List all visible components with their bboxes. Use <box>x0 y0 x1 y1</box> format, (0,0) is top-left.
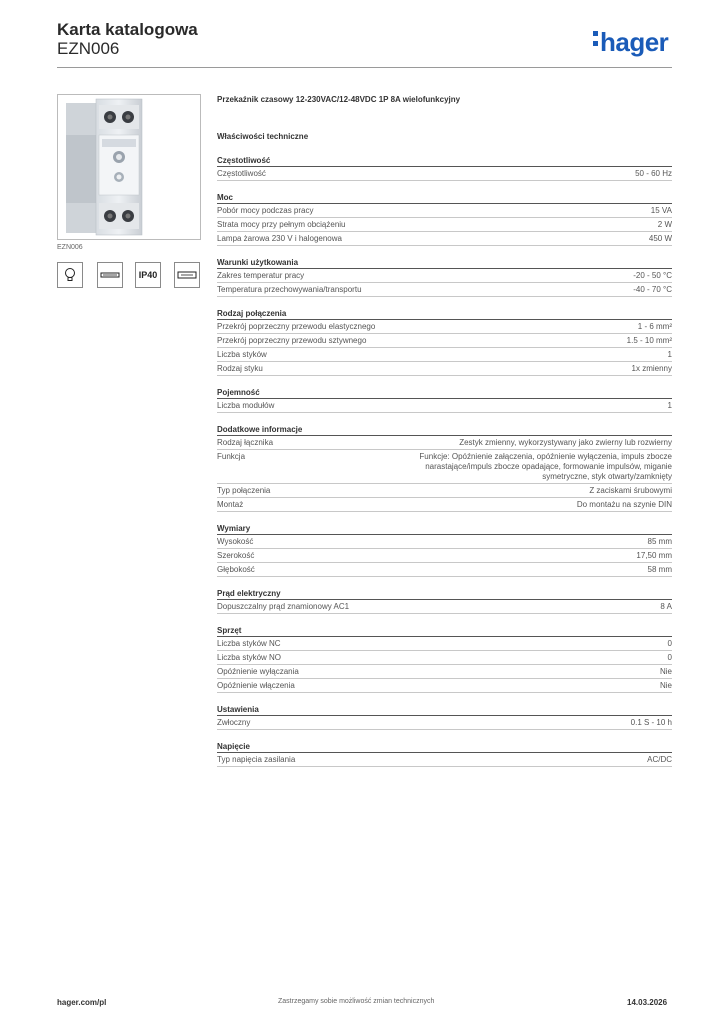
spec-value: 1 - 6 mm² <box>637 322 672 331</box>
spec-row <box>217 283 672 297</box>
spec-value: 450 W <box>648 234 672 243</box>
bulb-icon <box>57 262 83 288</box>
spec-row <box>217 167 672 181</box>
spec-label: Zwłoczny <box>217 718 251 727</box>
spec-section <box>217 624 672 693</box>
document-title: Karta katalogowa <box>57 20 198 39</box>
spec-label: Dopuszczalny prąd znamionowy AC1 <box>217 602 350 611</box>
footer-date: 14.03.2026 <box>627 998 668 1007</box>
ip-rating-badge <box>135 262 161 288</box>
spec-section <box>217 191 672 246</box>
section-title: Częstotliwość <box>217 154 672 167</box>
spec-label: Liczba styków NC <box>217 639 281 648</box>
section-title: Prąd elektryczny <box>217 587 672 600</box>
din-rail-icon <box>97 262 123 288</box>
spec-sections <box>217 154 672 767</box>
spec-row <box>217 348 672 362</box>
spec-row <box>217 651 672 665</box>
spec-row <box>217 269 672 283</box>
spec-value: 1 <box>667 401 672 410</box>
spec-row <box>217 334 672 348</box>
spec-label: Opóźnienie wyłączania <box>217 667 299 676</box>
spec-label: Montaż <box>217 500 244 509</box>
spec-section <box>217 386 672 413</box>
spec-label: Szerokość <box>217 551 255 560</box>
spec-label: Zakres temperatur pracy <box>217 271 305 280</box>
spec-section <box>217 740 672 767</box>
spec-value: 0 <box>667 639 672 648</box>
properties-heading: Właściwości techniczne <box>217 132 309 141</box>
spec-value: 85 mm <box>647 537 672 546</box>
spec-row <box>217 600 672 614</box>
spec-row <box>217 362 672 376</box>
section-title: Dodatkowe informacje <box>217 423 672 436</box>
product-code: EZN006 <box>57 39 120 58</box>
header-divider <box>57 67 672 68</box>
spec-label: Strata mocy przy pełnym obciążeniu <box>217 220 346 229</box>
spec-row <box>217 204 672 218</box>
spec-label: Liczba styków <box>217 350 267 359</box>
spec-value: 2 W <box>657 220 672 229</box>
product-image <box>57 94 201 240</box>
spec-label: Lampa żarowa 230 V i halogenowa <box>217 234 342 243</box>
spec-section <box>217 154 672 181</box>
spec-row <box>217 549 672 563</box>
section-title: Moc <box>217 191 672 204</box>
section-title: Warunki użytkowania <box>217 256 672 269</box>
spec-value: Nie <box>659 667 672 676</box>
spec-value: 1 <box>667 350 672 359</box>
spec-label: Przekrój poprzeczny przewodu elastycznego <box>217 322 376 331</box>
spec-label: Opóźnienie włączenia <box>217 681 295 690</box>
spec-value: 17,50 mm <box>636 551 672 560</box>
section-title: Sprzęt <box>217 624 672 637</box>
section-title: Rodzaj połączenia <box>217 307 672 320</box>
spec-label: Typ napięcia zasilania <box>217 755 296 764</box>
spec-row <box>217 679 672 693</box>
logo-text: hager <box>600 27 669 57</box>
spec-row <box>217 535 672 549</box>
spec-value: 8 A <box>660 602 672 611</box>
spec-label: Wysokość <box>217 537 254 546</box>
spec-value: 50 - 60 Hz <box>635 169 672 178</box>
logo-colon-mark <box>593 26 600 50</box>
spec-label: Pobór mocy podczas pracy <box>217 206 314 215</box>
spec-row <box>217 498 672 512</box>
spec-value: Z zaciskami śrubowymi <box>589 486 672 495</box>
spec-row <box>217 232 672 246</box>
spec-label: Temperatura przechowywania/transportu <box>217 285 362 294</box>
spec-row <box>217 637 672 651</box>
spec-section <box>217 587 672 614</box>
spec-value: Zestyk zmienny, wykorzystywany jako zwierny lub rozwierny <box>459 438 672 447</box>
spec-label: Liczba modułów <box>217 401 275 410</box>
spec-value: 0.1 S - 10 h <box>630 718 672 727</box>
spec-value: Nie <box>659 681 672 690</box>
spec-value: 58 mm <box>647 565 672 574</box>
spec-section <box>217 703 672 730</box>
product-title: Przekaźnik czasowy 12-230VAC/12-48VDC 1P 8A wielofunkcyjny <box>217 95 461 104</box>
spec-row <box>217 716 672 730</box>
spec-label: Częstotliwość <box>217 169 266 178</box>
spec-label: Rodzaj styku <box>217 364 263 373</box>
spec-label: Przekrój poprzeczny przewodu sztywnego <box>217 336 367 345</box>
image-caption: EZN006 <box>57 244 83 251</box>
section-title: Ustawienia <box>217 703 672 716</box>
spec-section <box>217 423 672 512</box>
spec-value: 15 VA <box>650 206 672 215</box>
spec-value: Funkcje: Opóźnienie załączenia, opóźnienie wyłączenia, impuls zbocze narastające/impuls zbocze opadające, formowanie impulsów, miganie symetryczne, styk otwarty/zamknięty <box>419 452 672 481</box>
footer-disclaimer: Zastrzegamy sobie możliwość zmian technicznych <box>278 998 435 1005</box>
spec-row <box>217 665 672 679</box>
spec-row <box>217 218 672 232</box>
spec-value: -40 - 70 °C <box>633 285 672 294</box>
spec-row <box>217 399 672 413</box>
spec-row <box>217 436 672 450</box>
spec-value: AC/DC <box>647 755 672 764</box>
spec-value: Do montażu na szynie DIN <box>576 500 672 509</box>
relay-device-picture <box>58 95 200 239</box>
hager-logo <box>593 27 668 57</box>
spec-label: Głębokość <box>217 565 255 574</box>
spec-row <box>217 320 672 334</box>
spec-row <box>217 484 672 498</box>
section-title: Napięcie <box>217 740 672 753</box>
spec-section <box>217 256 672 297</box>
spec-row <box>217 563 672 577</box>
footer-website[interactable]: hager.com/pl <box>57 998 107 1007</box>
spec-row <box>217 753 672 767</box>
section-title: Pojemność <box>217 386 672 399</box>
spec-label: Rodzaj łącznika <box>217 438 274 447</box>
module-width-icon <box>174 262 200 288</box>
spec-label: Liczba styków NO <box>217 653 282 662</box>
spec-value: -20 - 50 °C <box>633 271 672 280</box>
spec-value: 1.5 - 10 mm² <box>626 336 672 345</box>
spec-section <box>217 307 672 376</box>
section-title: Wymiary <box>217 522 672 535</box>
spec-row <box>217 450 672 484</box>
spec-value: 1x zmienny <box>631 364 672 373</box>
spec-label: Typ połączenia <box>217 486 271 495</box>
spec-section <box>217 522 672 577</box>
ip-rating-label: IP40 <box>138 270 158 280</box>
spec-label: Funkcja <box>217 452 246 461</box>
spec-sheet <box>217 93 672 767</box>
spec-value: 0 <box>667 653 672 662</box>
